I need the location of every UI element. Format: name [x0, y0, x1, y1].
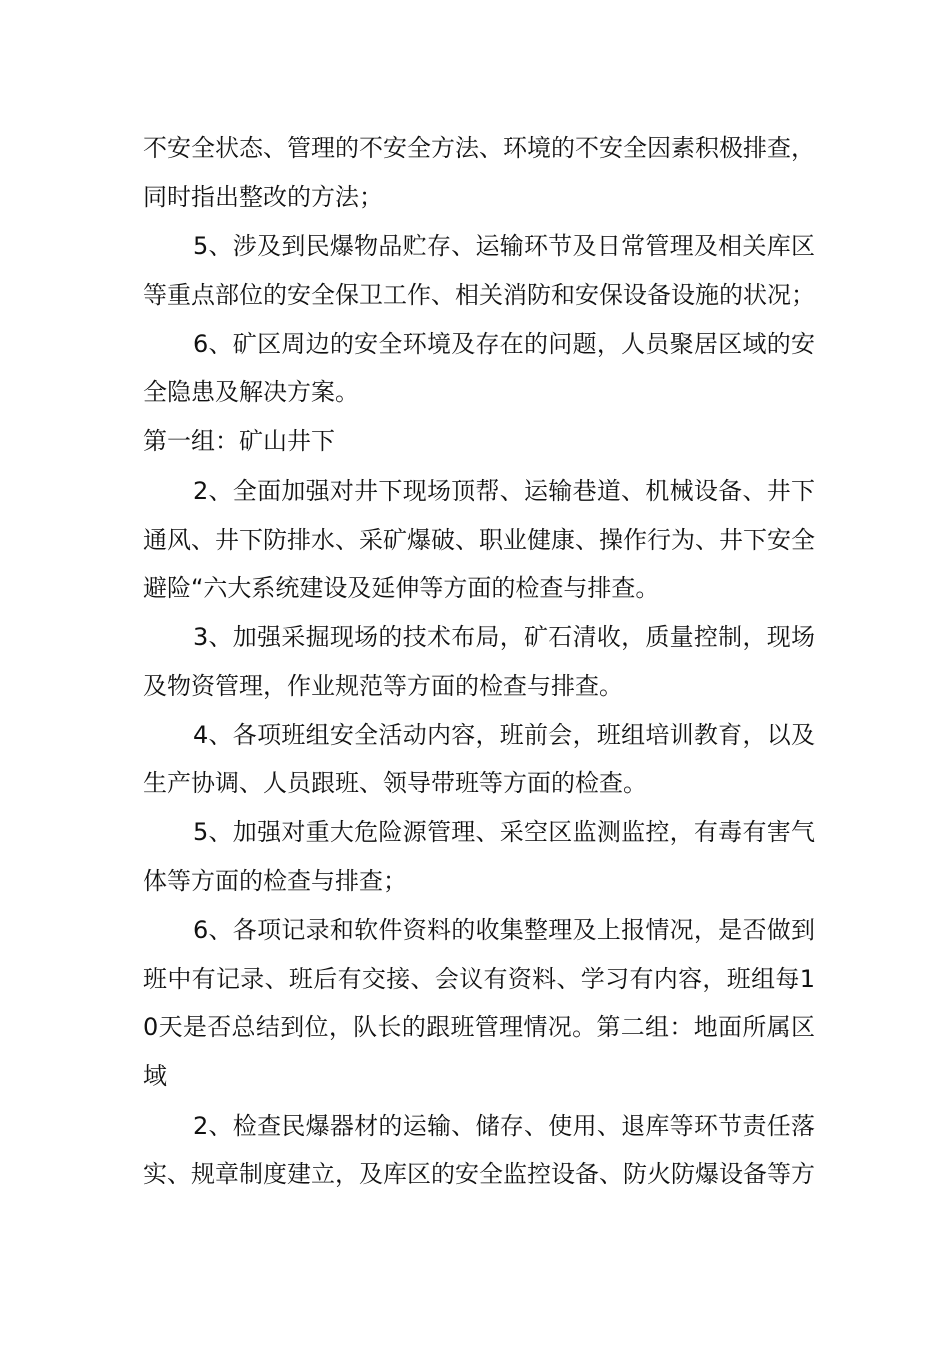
text-line: 及物资管理，作业规范等方面的检查与排查。 — [143, 672, 623, 700]
text-line: 全隐患及解决方案。 — [143, 378, 359, 406]
text-line: 2、检查民爆器材的运输、储存、使用、退库等环节责任落 — [193, 1112, 815, 1140]
text-line: 实、规章制度建立，及库区的安全监控设备、防火防爆设备等方 — [143, 1160, 815, 1188]
text-line: 生产协调、人员跟班、领导带班等方面的检查。 — [143, 769, 647, 797]
text-line: 5、加强对重大危险源管理、采空区监测监控，有毒有害气 — [193, 818, 815, 846]
text-line: 等重点部位的安全保卫工作、相关消防和安保设备设施的状况； — [143, 281, 815, 309]
text-line: 6、各项记录和软件资料的收集整理及上报情况，是否做到 — [193, 916, 815, 944]
text-line: 不安全状态、管理的不安全方法、环境的不安全因素积极排查， — [143, 134, 815, 162]
text-line: 5、涉及到民爆物品贮存、运输环节及日常管理及相关库区 — [193, 232, 815, 260]
text-line: 同时指出整改的方法； — [143, 183, 383, 211]
section-heading: 第一组：矿山井下 — [143, 427, 335, 455]
text-line: 班中有记录、班后有交接、会议有资料、学习有内容，班组每1 — [143, 965, 815, 993]
text-line: 6、矿区周边的安全环境及存在的问题，人员聚居区域的安 — [193, 330, 815, 358]
text-line: 0天是否总结到位，队长的跟班管理情况。第二组：地面所属区 — [143, 1013, 815, 1041]
text-line: 通风、井下防排水、采矿爆破、职业健康、操作行为、井下安全 — [143, 526, 815, 554]
text-line: 2、全面加强对井下现场顶帮、运输巷道、机械设备、井下 — [193, 477, 815, 505]
text-line: 域 — [143, 1062, 167, 1090]
text-line: 避险“六大系统建设及延伸等方面的检查与排查。 — [143, 574, 660, 602]
text-line: 3、加强采掘现场的技术布局，矿石清收，质量控制，现场 — [193, 623, 815, 651]
text-line: 4、各项班组安全活动内容，班前会，班组培训教育，以及 — [193, 721, 815, 749]
text-line: 体等方面的检查与排查； — [143, 867, 407, 895]
